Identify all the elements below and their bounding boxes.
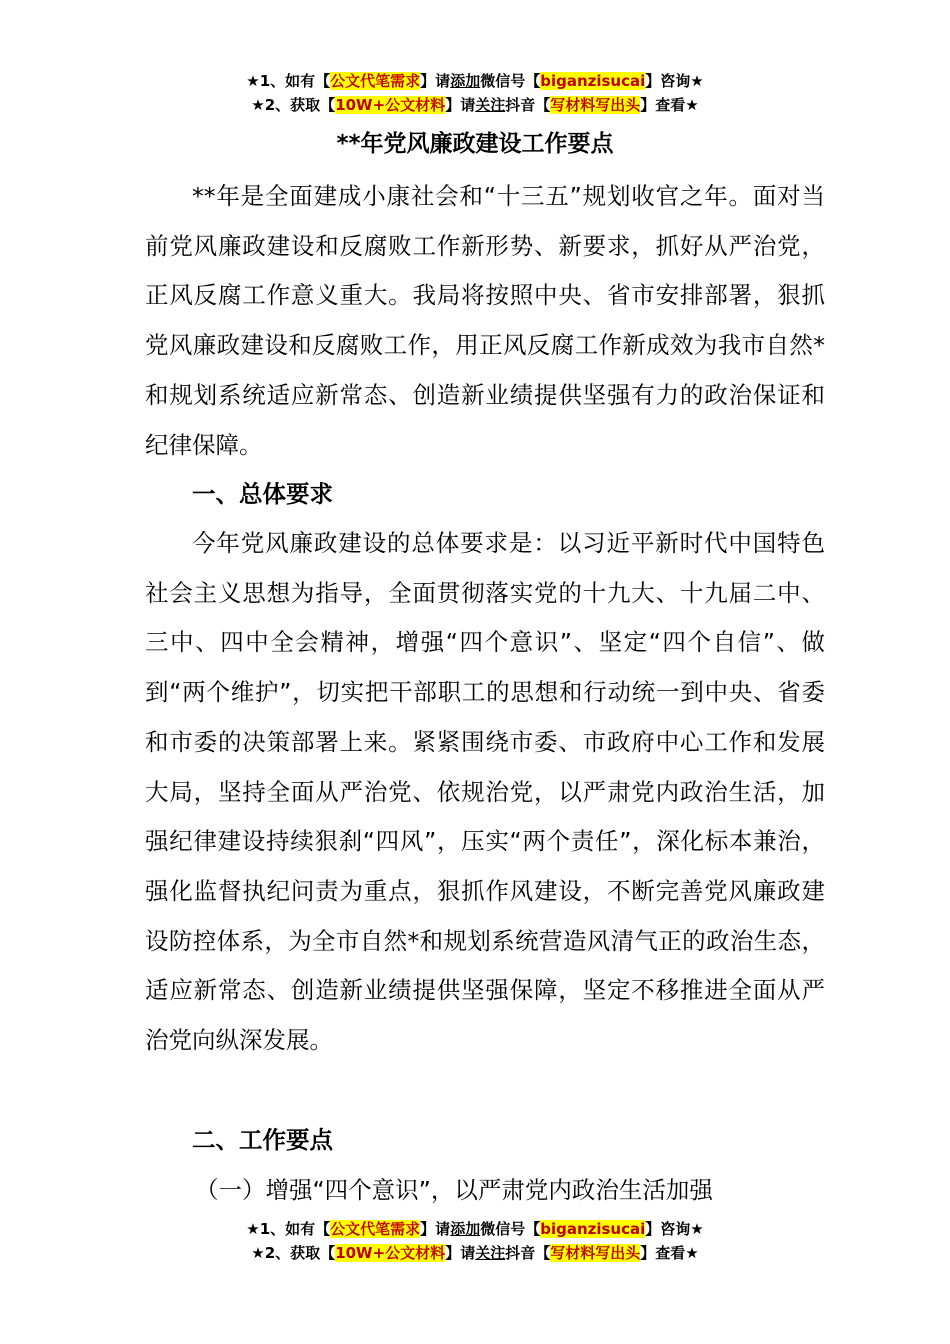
banner-text: 微信号【: [480, 1220, 541, 1238]
banner-text: 】咨询★: [645, 72, 704, 90]
banner-text: 】请: [445, 96, 476, 114]
banner-highlight: biganzisucai: [540, 72, 646, 90]
bottom-banner-line-1: [0, 1218, 950, 1240]
banner-text: 】请: [420, 72, 451, 90]
banner-text: ★2、获取【: [251, 1244, 336, 1262]
banner-text: 】咨询★: [645, 1220, 704, 1238]
banner-underlined: 添加: [450, 72, 481, 90]
banner-highlight: 10W+公文材料: [335, 1244, 446, 1262]
banner-underlined: 关注: [475, 96, 506, 114]
document-title: **年党风廉政建设工作要点: [336, 131, 614, 157]
banner-highlight: biganzisucai: [540, 1220, 646, 1238]
banner-highlight: 公文代笔需求: [330, 72, 421, 90]
banner-text: 】查看★: [640, 96, 699, 114]
banner-text: ★1、如有【: [246, 72, 331, 90]
section-1-paragraph: 今年党风廉政建设的总体要求是：以习近平新时代中国特色社会主义思想为指导，全面贯彻落实党的十九大、十九届二中、三中、四中全会精神，增强“四个意识”、坚定“四个自信”、做到“两个维护”，切实把干部职工的思想和行动统一到中央、省委和市委的决策部署上来。紧紧围绕市委、市政府中心工作和发展大局，坚持全面从严治党、依规治党，以严肃党内政治生活，加强纪律建设持续狠刹“四风”，压实“两个责任”，深化标本兼治，强化监督执纪问责为重点，狠抓作风建设，不断完善党风廉政建设防控体系，为全市自然*和规划系统营造风清气正的政治生态，适应新常态、创造新业绩提供坚强保障，坚定不移推进全面从严治党向纵深发展。: [145, 529, 825, 1055]
banner-highlight: 写材料写出头: [550, 96, 641, 114]
banner-underlined: 关注: [475, 1244, 506, 1262]
top-banner-line-1: [0, 70, 950, 92]
banner-text: ★1、如有【: [246, 1220, 331, 1238]
intro-paragraph: **年是全面建成小康社会和“十三五”规划收官之年。面对当前党风廉政建设和反腐败工作新形势、新要求，抓好从严治党，正风反腐工作意义重大。我局将按照中央、省市安排部署，狠抓党风廉政建设和反腐败工作，用正风反腐工作新成效为我市自然*和规划系统适应新常态、创造新业绩提供坚强有力的政治保证和纪律保障。: [145, 182, 825, 459]
banner-highlight: 写材料写出头: [550, 1244, 641, 1262]
subsection-heading-1: （一）增强“四个意识”，以严肃党内政治生活加强: [195, 1176, 713, 1204]
section-heading-1: 一、总体要求: [192, 480, 333, 508]
banner-text: 】查看★: [640, 1244, 699, 1262]
banner-text: 微信号【: [480, 72, 541, 90]
banner-text: 】请: [445, 1244, 476, 1262]
section-heading-2: 二、工作要点: [192, 1126, 333, 1154]
banner-underlined: 添加: [450, 1220, 481, 1238]
bottom-banner-line-2: [0, 1242, 950, 1264]
banner-text: 抖音【: [505, 96, 551, 114]
banner-highlight: 10W+公文材料: [335, 96, 446, 114]
banner-text: ★2、获取【: [251, 96, 336, 114]
top-banner-line-2: [0, 94, 950, 116]
banner-text: 】请: [420, 1220, 451, 1238]
banner-highlight: 公文代笔需求: [330, 1220, 421, 1238]
banner-text: 抖音【: [505, 1244, 551, 1262]
